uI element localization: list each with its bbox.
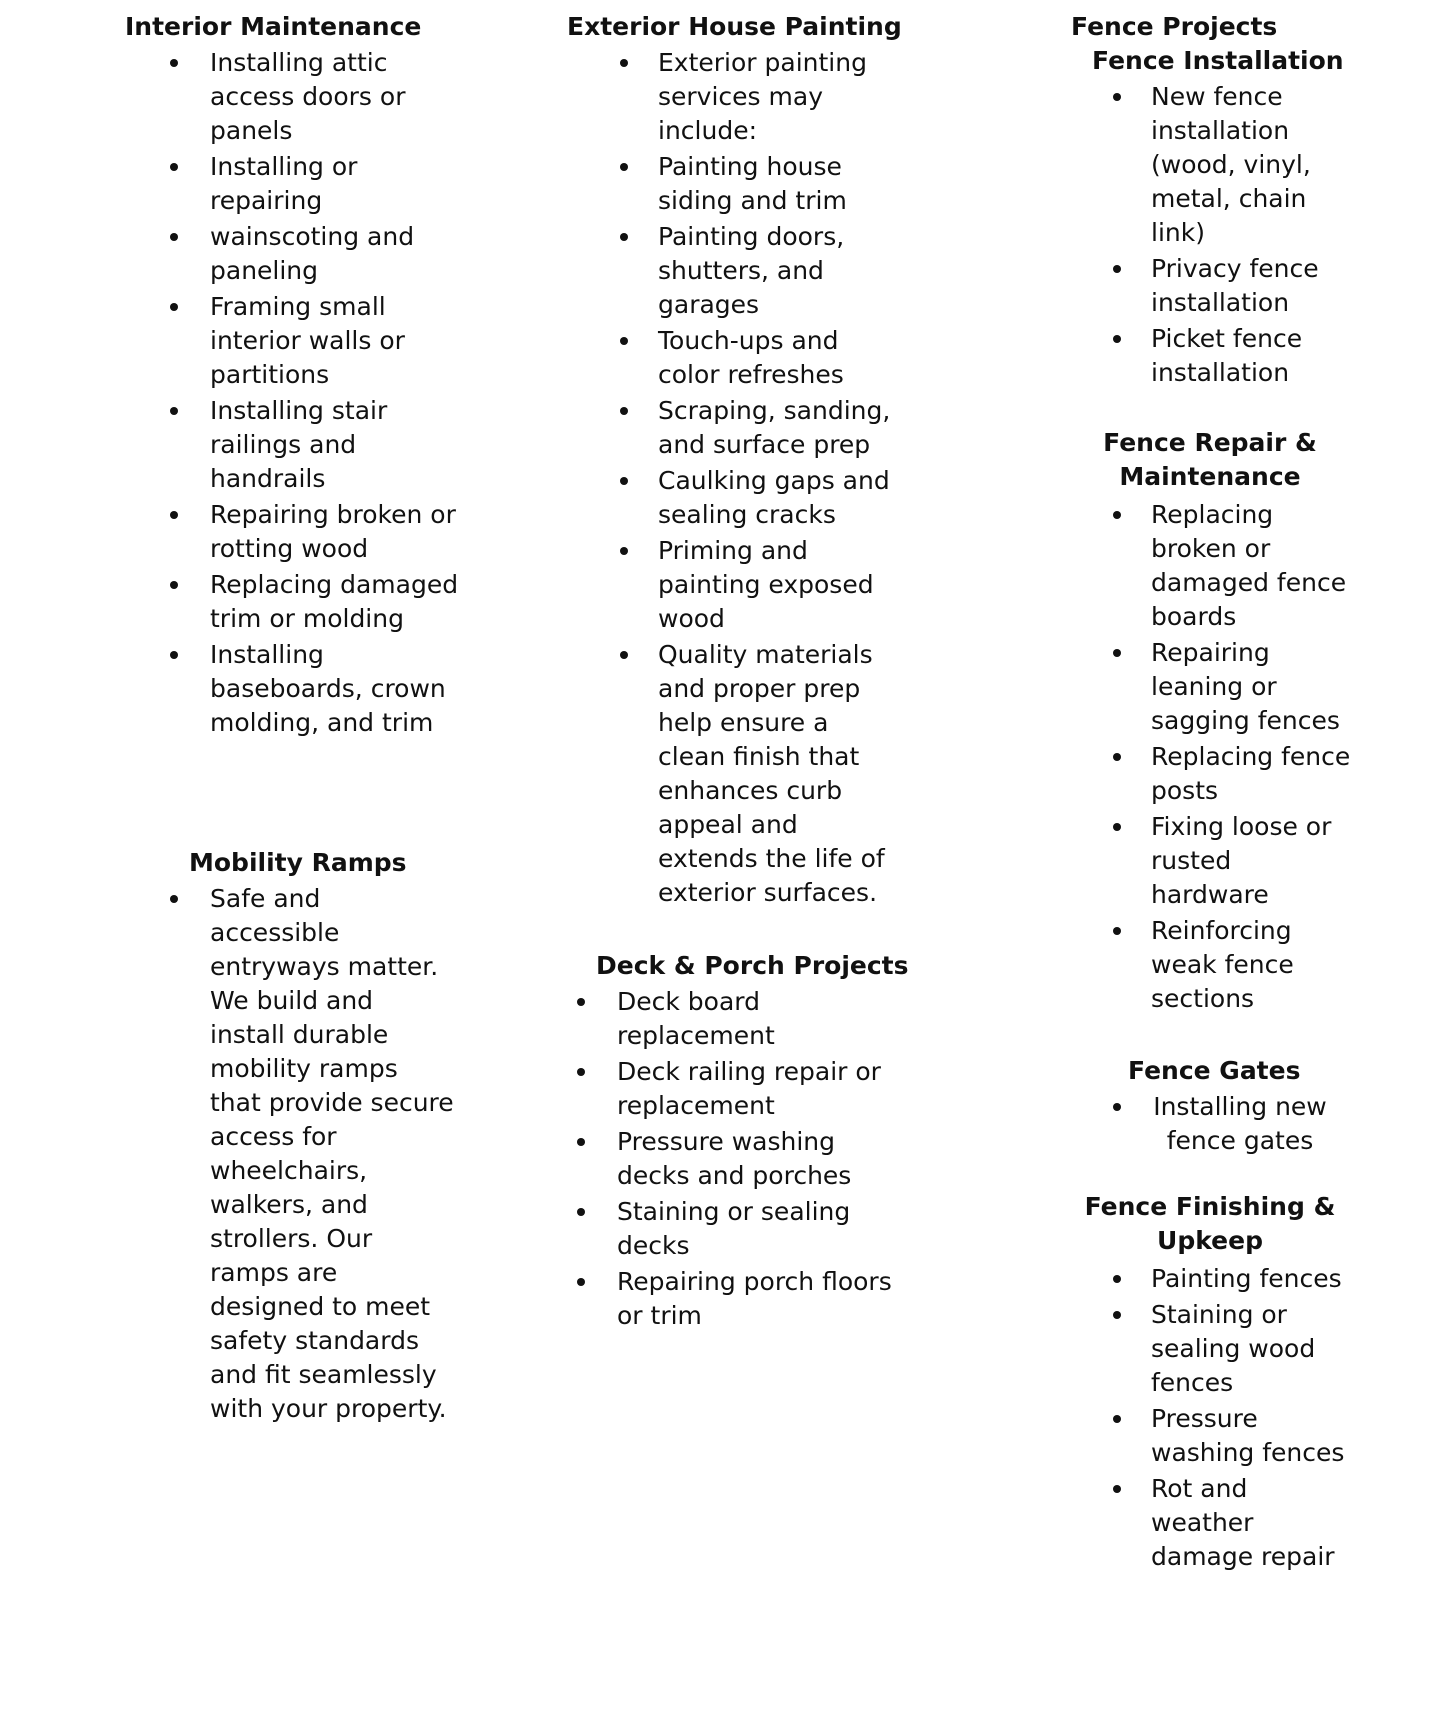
bullet-icon xyxy=(1113,1485,1121,1493)
list-item: Reinforcing weak fence sections xyxy=(1151,914,1351,1016)
bullet-icon xyxy=(620,477,628,485)
fence-installation-heading: Fence Installation xyxy=(1092,46,1344,75)
list-item: New fence installation (wood, vinyl, metal, chain link) xyxy=(1151,80,1351,250)
list-item: Pressure washing decks and porches xyxy=(617,1125,907,1193)
bullet-icon xyxy=(170,651,178,659)
list-item: Touch-ups and color refreshes xyxy=(658,324,903,392)
bullet-icon xyxy=(170,407,178,415)
list-item: Installing new fence gates xyxy=(1150,1090,1330,1158)
bullet-icon xyxy=(577,1138,585,1146)
bullet-icon xyxy=(170,895,178,903)
bullet-icon xyxy=(1113,649,1121,657)
list-item: Painting house siding and trim xyxy=(658,150,903,218)
mobility-ramps-heading: Mobility Ramps xyxy=(189,848,407,877)
list-item: Painting doors, shutters, and garages xyxy=(658,220,903,322)
exterior-painting-heading: Exterior House Painting xyxy=(567,12,902,41)
bullet-icon xyxy=(1113,1275,1121,1283)
fence-finishing-list xyxy=(1151,1262,1351,1576)
mobility-ramps-text: Safe and accessible entryways matter. We build and install durable mobility ramps that provide secure access for wheelchairs, walkers, and strollers. Our ramps are designed to meet safety standards and fit seamlessly with your property. xyxy=(210,884,454,1423)
list-item: Framing small interior walls or partitions xyxy=(210,290,460,392)
fence-repair-heading: Fence Repair & Maintenance xyxy=(1103,428,1317,491)
bullet-icon xyxy=(620,651,628,659)
list-item: Repairing leaning or sagging fences xyxy=(1151,636,1351,738)
bullet-icon xyxy=(170,511,178,519)
bullet-icon xyxy=(1113,753,1121,761)
bullet-icon xyxy=(577,1278,585,1286)
deck-porch-heading: Deck & Porch Projects xyxy=(596,951,909,980)
list-item: Exterior painting services may include: xyxy=(658,46,903,148)
bullet-icon xyxy=(620,337,628,345)
list-item: Repairing porch floors or trim xyxy=(617,1265,907,1333)
bullet-icon xyxy=(577,1208,585,1216)
list-item: Scraping, sanding, and surface prep xyxy=(658,394,903,462)
bullet-icon xyxy=(1113,335,1121,343)
list-item: Staining or sealing decks xyxy=(617,1195,907,1263)
bullet-icon xyxy=(170,59,178,67)
list-item: Replacing fence posts xyxy=(1151,740,1351,808)
list-item: Installing baseboards, crown molding, and trim xyxy=(210,638,460,740)
fence-gates-list xyxy=(1150,1090,1330,1160)
bullet-icon xyxy=(620,163,628,171)
fence-finishing-heading: Fence Finishing & Upkeep xyxy=(1084,1192,1336,1255)
bullet-icon xyxy=(620,407,628,415)
bullet-icon xyxy=(170,233,178,241)
list-item: Replacing broken or damaged fence boards xyxy=(1151,498,1351,634)
list-item: Deck railing repair or replacement xyxy=(617,1055,907,1123)
list-item: Priming and painting exposed wood xyxy=(658,534,903,636)
list-item: Fixing loose or rusted hardware xyxy=(1151,810,1351,912)
list-item: Replacing damaged trim or molding xyxy=(210,568,460,636)
list-item: Picket fence installation xyxy=(1151,322,1351,390)
list-item: Installing stair railings and handrails xyxy=(210,394,460,496)
list-item: wainscoting and paneling xyxy=(210,220,460,288)
bullet-icon xyxy=(577,1068,585,1076)
bullet-icon xyxy=(170,163,178,171)
bullet-icon xyxy=(1113,1311,1121,1319)
bullet-icon xyxy=(1113,93,1121,101)
bullet-icon xyxy=(1113,823,1121,831)
list-item: Privacy fence installation xyxy=(1151,252,1351,320)
list-item: Staining or sealing wood fences xyxy=(1151,1298,1351,1400)
list-item: Rot and weather damage repair xyxy=(1151,1472,1351,1574)
list-item: Installing or repairing xyxy=(210,150,460,218)
list-item: Caulking gaps and sealing cracks xyxy=(658,464,903,532)
bullet-icon xyxy=(170,303,178,311)
exterior-painting-list xyxy=(658,46,903,912)
bullet-icon xyxy=(1113,1415,1121,1423)
bullet-icon xyxy=(620,233,628,241)
fence-gates-heading: Fence Gates xyxy=(1128,1056,1301,1085)
bullet-icon xyxy=(1113,265,1121,273)
fence-projects-heading: Fence Projects xyxy=(1071,12,1278,41)
bullet-icon xyxy=(620,547,628,555)
list-item: Installing attic access doors or panels xyxy=(210,46,460,148)
bullet-icon xyxy=(1113,1103,1121,1111)
bullet-icon xyxy=(577,998,585,1006)
list-item: Quality materials and proper prep help ensure a clean finish that enhances curb appeal and extends the life of exterior surfaces. xyxy=(658,638,903,910)
interior-maintenance-list xyxy=(210,46,460,742)
list-item: Deck board replacement xyxy=(617,985,907,1053)
bullet-icon xyxy=(170,581,178,589)
interior-maintenance-heading: Interior Maintenance xyxy=(125,12,422,41)
list-item: Pressure washing fences xyxy=(1151,1402,1351,1470)
fence-installation-list xyxy=(1151,80,1351,392)
deck-porch-list xyxy=(617,985,907,1335)
bullet-icon xyxy=(620,59,628,67)
bullet-icon xyxy=(1113,927,1121,935)
bullet-icon xyxy=(1113,511,1121,519)
fence-repair-list xyxy=(1151,498,1351,1018)
list-item: Repairing broken or rotting wood xyxy=(210,498,460,566)
list-item: Painting fences xyxy=(1151,1262,1351,1296)
